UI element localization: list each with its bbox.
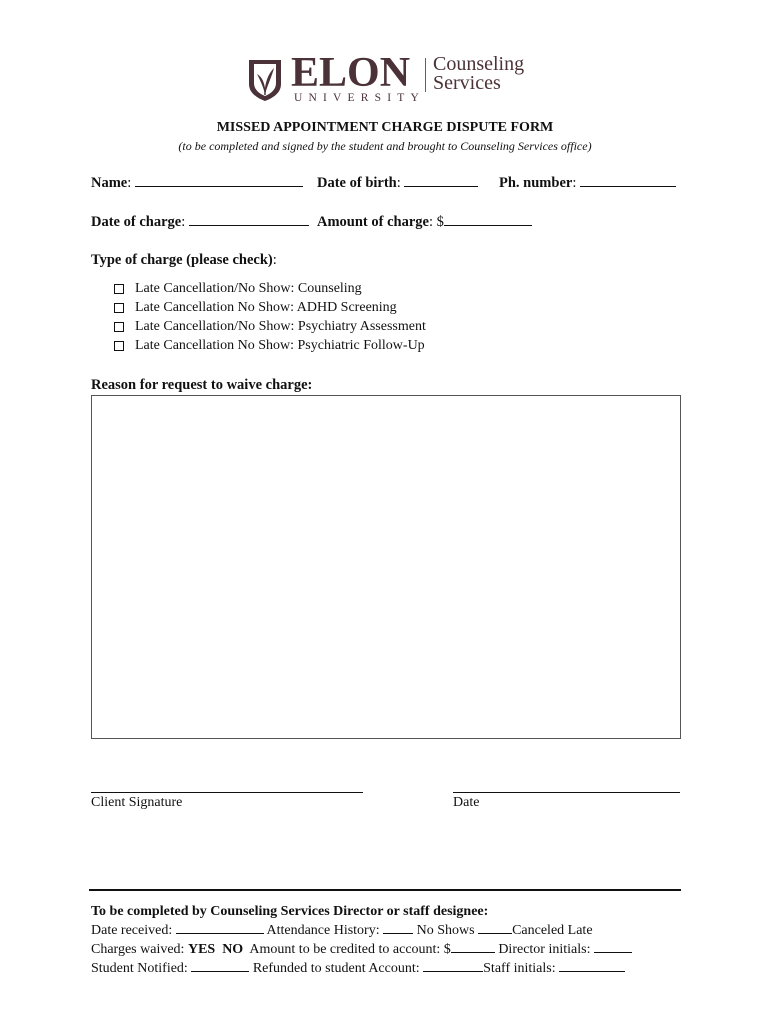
- canceled-late-label: Canceled Late: [512, 923, 593, 938]
- no-option[interactable]: NO: [222, 942, 244, 957]
- student-notified-input[interactable]: [191, 959, 249, 972]
- no-shows-label: No Shows: [416, 923, 475, 938]
- logo-divider: [425, 58, 426, 92]
- dob-field: Date of birth:: [317, 174, 478, 192]
- refunded-label: Refunded to student Account:: [252, 961, 420, 976]
- name-field: Name:: [91, 174, 303, 192]
- logo-dept-line1: Counseling: [433, 53, 525, 75]
- charge-option-label: Late Cancellation No Show: Psychiatric Follow-Up: [135, 338, 425, 353]
- logo-university: UNIVERSITY: [294, 92, 425, 104]
- name-input[interactable]: [135, 174, 303, 187]
- dob-label: Date of birth: [317, 175, 397, 191]
- amount-of-charge-field: Amount of charge: $: [317, 213, 532, 231]
- attendance-history-label: Attendance History:: [266, 923, 380, 938]
- reason-textarea[interactable]: [91, 395, 681, 739]
- staff-row-1: [91, 921, 593, 939]
- signature-date-line[interactable]: [453, 792, 680, 793]
- canceled-late-input[interactable]: [478, 921, 512, 934]
- staff-row-2: [91, 940, 632, 958]
- currency-symbol: $: [436, 214, 444, 230]
- phone-label: Ph. number: [499, 175, 573, 191]
- charge-option-label: Late Cancellation/No Show: Psychiatry Assessment: [135, 319, 426, 334]
- leaf-shield-icon: [247, 58, 283, 102]
- staff-initials-input[interactable]: [559, 959, 625, 972]
- charge-type-heading: Type of charge (please check):: [91, 252, 277, 268]
- form-title: MISSED APPOINTMENT CHARGE DISPUTE FORM: [216, 120, 554, 135]
- client-signature-line[interactable]: [91, 792, 363, 793]
- charge-option[interactable]: [114, 281, 362, 297]
- checkbox[interactable]: [114, 303, 124, 313]
- amount-credited-input[interactable]: [451, 940, 495, 953]
- date-of-charge-field: Date of charge:: [91, 213, 309, 231]
- phone-input[interactable]: [580, 174, 676, 187]
- checkbox[interactable]: [114, 341, 124, 351]
- date-received-label: Date received:: [91, 923, 173, 938]
- logo-wordmark: ELON: [291, 50, 411, 96]
- no-shows-input[interactable]: [383, 921, 413, 934]
- staff-heading: To be completed by Counseling Services Director or staff designee:: [91, 904, 489, 919]
- signature-date-label: Date: [453, 795, 480, 810]
- dob-input[interactable]: [404, 174, 478, 187]
- logo-department: [433, 55, 524, 93]
- director-initials-label: Director initials:: [498, 942, 591, 957]
- charge-option[interactable]: [114, 319, 426, 335]
- director-initials-input[interactable]: [594, 940, 632, 953]
- date-of-charge-label: Date of charge: [91, 214, 182, 230]
- yes-option[interactable]: YES: [187, 942, 216, 957]
- charge-option[interactable]: [114, 338, 425, 354]
- name-label: Name: [91, 175, 128, 191]
- reason-heading: Reason for request to waive charge:: [91, 377, 313, 393]
- checkbox[interactable]: [114, 322, 124, 332]
- logo-dept-line2: Services: [433, 72, 501, 94]
- section-divider: [89, 889, 681, 891]
- phone-field: Ph. number:: [499, 174, 676, 192]
- amount-of-charge-label: Amount of charge: [317, 214, 429, 230]
- form-subtitle: (to be completed and signed by the student and brought to Counseling Services office): [178, 139, 592, 153]
- date-of-charge-input[interactable]: [189, 213, 309, 226]
- charge-option-label: Late Cancellation/No Show: Counseling: [135, 281, 362, 296]
- refunded-input[interactable]: [423, 959, 483, 972]
- date-received-input[interactable]: [176, 921, 264, 934]
- staff-initials-label: Staff initials:: [483, 961, 556, 976]
- charge-option-label: Late Cancellation No Show: ADHD Screening: [135, 300, 397, 315]
- charges-waived-label: Charges waived:: [91, 942, 185, 957]
- amount-of-charge-input[interactable]: [444, 213, 532, 226]
- staff-row-3: [91, 959, 625, 977]
- amount-credited-label: Amount to be credited to account: $: [249, 942, 451, 957]
- charge-option[interactable]: [114, 300, 397, 316]
- client-signature-label: Client Signature: [91, 795, 183, 810]
- checkbox[interactable]: [114, 284, 124, 294]
- student-notified-label: Student Notified:: [91, 961, 188, 976]
